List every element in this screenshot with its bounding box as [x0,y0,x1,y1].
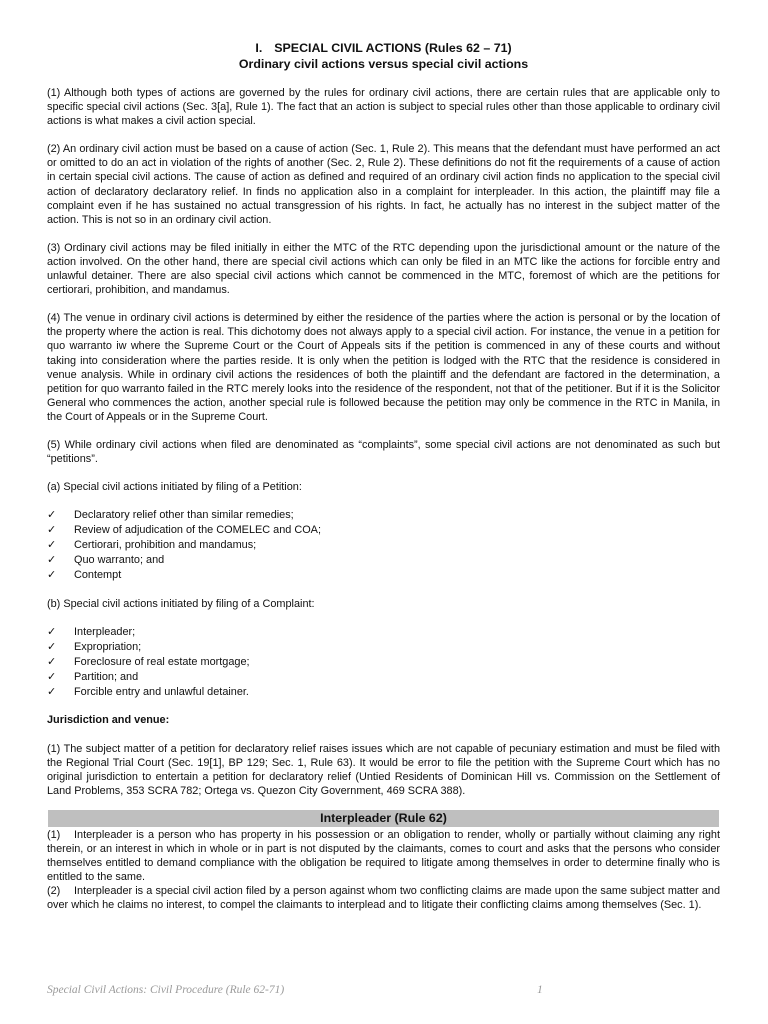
complaint-list-heading: (b) Special civil actions initiated by filing of a Complaint: [47,597,315,610]
check-icon: ✓ [47,625,57,638]
list-item: ✓ Interpleader; [47,625,136,638]
petition-list [47,508,720,583]
check-icon: ✓ [47,655,57,668]
check-icon: ✓ [47,568,57,581]
petition-list-heading: (a) Special civil actions initiated by filing of a Petition: [47,481,302,494]
paragraph-3: (3) Ordinary civil actions may be filed initially in either the MTC of the RTC depending upon the jurisdictional amount or the nature of the action involved. On the other hand, there are special civil actions which can only be filed in an MTC like the actions for forcible entry and unlawful detainer. There are also special civil actions which cannot be commenced in the MTC, foremost of which are the petitions for certiorari, prohibition, and mandamus. [47,241,720,297]
section-number: I. [255,41,263,55]
paragraph-4: (4) The venue in ordinary civil actions is determined by either the residence of the parties where the action is personal or by the location of the property where the action is real. This dichotomy does not always apply to a special civil action. For instance, the venue in a petition for quo warranto iw where the Supreme Court or the Court of Appeals sits if the petition is commenced in any of these courts and without taking into consideration where the parties reside. It is only when the petition is lodged with the RTC that the residence is considered in venue analysis. While in ordinary civil actions the residences of both the plaintiff and the defendant are factored in the determination, a petition for quo warranto failed in the RTC merely looks into the residence of the respondent, not that of the petitioner. But if it is the Solicitor General who commences the action, another special rule is followed because the petition may only be commence in the RTC in Manila, in the Court of Appeals or in the Supreme Court. [47,312,720,423]
check-icon: ✓ [47,640,57,653]
list-item: ✓ Partition; and [47,670,139,683]
list-item: ✓ Review of adjudication of the COMELEC and COA; [47,524,321,537]
list-item: ✓ Expropriation; [47,640,142,653]
page-number: 1 [537,984,543,996]
interpleader-item: (1) Interpleader is a person who has property in his possession or an obligation to render, wholly or partially without claiming any right therein, or an interest in which in whole or in part is not disputed by the claimants, comes to court and asks that the persons who consider themselves entitled to demand compliance with the obligation be required to litigate among themselves in order to determine finally who is entitled to the same. [47,828,720,884]
check-icon: ✓ [47,670,57,683]
list-item: ✓ Declaratory relief other than similar remedies; [47,509,294,522]
list-item: ✓ Quo warranto; and [47,553,165,566]
paragraph-5: (5) While ordinary civil actions when filed are denominated as “complaints”, some special civil actions are not denominated as such but “petitions”. [47,438,720,466]
list-item: ✓ Contempt [47,568,122,581]
check-icon: ✓ [47,509,57,522]
list-item: ✓ Certiorari, prohibition and mandamus; [47,539,257,552]
check-icon: ✓ [47,539,57,552]
section-title: SPECIAL CIVIL ACTIONS (Rules 62 – 71) [274,41,512,55]
check-icon: ✓ [47,524,57,537]
jurisdiction-heading: Jurisdiction and venue: [47,714,170,727]
paragraph-2: (2) An ordinary civil action must be based on a cause of action (Sec. 1, Rule 2). This means that the defendant must have performed an act or omitted to do an act in violation of the rights of another (Sec. 2, Rule 2). These definitions do not fit the requirements of a cause of action in certain special civil actions. The cause of action as defined and required of an ordinary civil action finds no application to the special civil action of declaratory declaratory relief. In finds no application also in a complaint for interpleader. In this action, the plaintiff may file a complaint even if he has sustained no actual transgression of his rights. In fact, he actually has no interest in the subject matter of the action. This is not so in an ordinary civil action. [47,143,720,226]
jurisdiction-paragraph: (1) The subject matter of a petition for declaratory relief raises issues which are not capable of pecuniary estimation and must be filed with the Regional Trial Court (Sec. 19[1], BP 129; Sec. 1, Rule 63). It would be error to file the petition with the Supreme Court which has no original jurisdiction to entertain a petition for declaratory relief (Untied Residents of Dominican Hill vs. Commission on the Settlement of Land Problems, 353 SCRA 782; Ortega vs. Quezon City Government, 469 SCRA 388). [47,742,720,797]
check-icon: ✓ [47,685,57,698]
check-icon: ✓ [47,553,57,566]
page-subtitle: Ordinary civil actions versus special civil actions [238,57,529,71]
footer-text: Special Civil Actions: Civil Procedure (Rule 62-71) [47,984,285,996]
complaint-list [47,625,720,700]
interpleader-item: (2) Interpleader is a special civil action filed by a person against whom two conflicting claims are made upon the same subject matter and over which he claims no interest, to compel the claimants to interplead and to litigate their conflicting claims among themselves (Sec. 1). [47,885,720,912]
section-band-interpleader: Interpleader (Rule 62) [48,810,719,827]
list-item: ✓ Forcible entry and unlawful detainer. [47,685,249,698]
page-title [47,40,720,56]
list-item: ✓ Foreclosure of real estate mortgage; [47,655,250,668]
paragraph-1: (1) Although both types of actions are governed by the rules for ordinary civil actions, there are certain rules that are applicable only to specific special civil actions (Sec. 3[a], Rule 1). The fact that an action is subject to special rules other than those applicable to ordinary civil actions is what makes a civil action special. [47,87,720,128]
page-footer [47,984,547,996]
